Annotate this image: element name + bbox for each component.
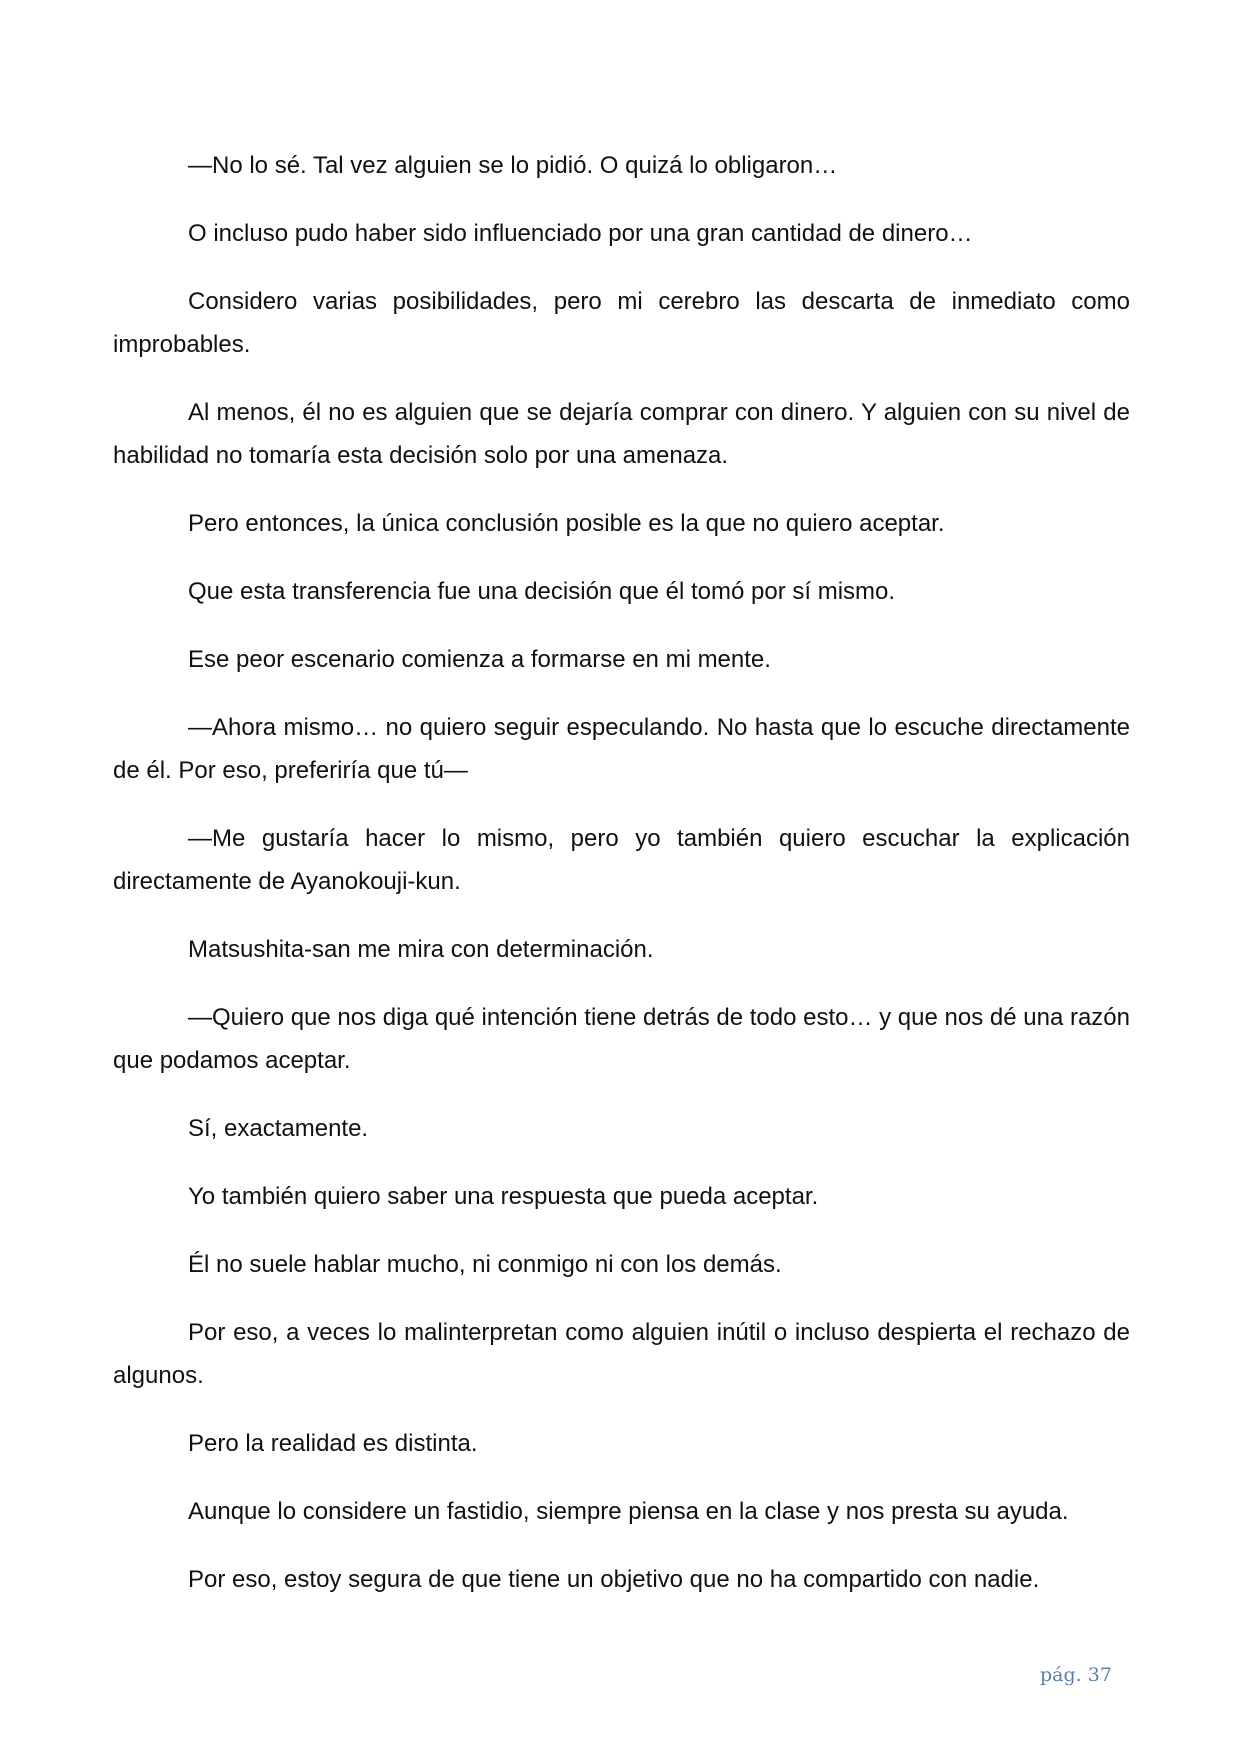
paragraph-8: —Ahora mismo… no quiero seguir especulando. No hasta que lo escuche directamente de él. Por eso, preferiría que tú— <box>113 714 1130 784</box>
paragraph-1: —No lo sé. Tal vez alguien se lo pidió. O quizá lo obligaron… <box>188 152 838 179</box>
paragraph-15: Por eso, a veces lo malinterpretan como alguien inútil o incluso despierta el rechazo de algunos. <box>113 1319 1130 1389</box>
paragraph-2: O incluso pudo haber sido influenciado por una gran cantidad de dinero… <box>188 220 973 247</box>
body-text <box>113 144 1130 1626</box>
paragraph-12: Sí, exactamente. <box>188 1115 369 1142</box>
paragraph-9: —Me gustaría hacer lo mismo, pero yo también quiero escuchar la explicación directamente de Ayanokouji-kun. <box>113 825 1130 895</box>
paragraph-10: Matsushita-san me mira con determinación. <box>188 936 654 963</box>
paragraph-4: Al menos, él no es alguien que se dejaría comprar con dinero. Y alguien con su nivel de habilidad no tomaría esta decisión solo por una amenaza. <box>113 399 1130 469</box>
paragraph-3: Considero varias posibilidades, pero mi cerebro las descarta de inmediato como improbables. <box>113 288 1130 358</box>
paragraph-13: Yo también quiero saber una respuesta que pueda aceptar. <box>188 1183 819 1210</box>
paragraph-16: Pero la realidad es distinta. <box>188 1430 478 1457</box>
paragraph-6: Que esta transferencia fue una decisión que él tomó por sí mismo. <box>188 578 896 605</box>
paragraph-5: Pero entonces, la única conclusión posible es la que no quiero aceptar. <box>188 510 945 537</box>
paragraph-18: Por eso, estoy segura de que tiene un objetivo que no ha compartido con nadie. <box>188 1566 1040 1593</box>
page-number: pág. 37 <box>1040 1664 1112 1686</box>
paragraph-7: Ese peor escenario comienza a formarse en mi mente. <box>188 646 771 673</box>
paragraph-11: —Quiero que nos diga qué intención tiene detrás de todo esto… y que nos dé una razón que podamos aceptar. <box>113 1004 1130 1074</box>
paragraph-17: Aunque lo considere un fastidio, siempre piensa en la clase y nos presta su ayuda. <box>188 1498 1069 1525</box>
paragraph-14: Él no suele hablar mucho, ni conmigo ni con los demás. <box>188 1251 782 1278</box>
